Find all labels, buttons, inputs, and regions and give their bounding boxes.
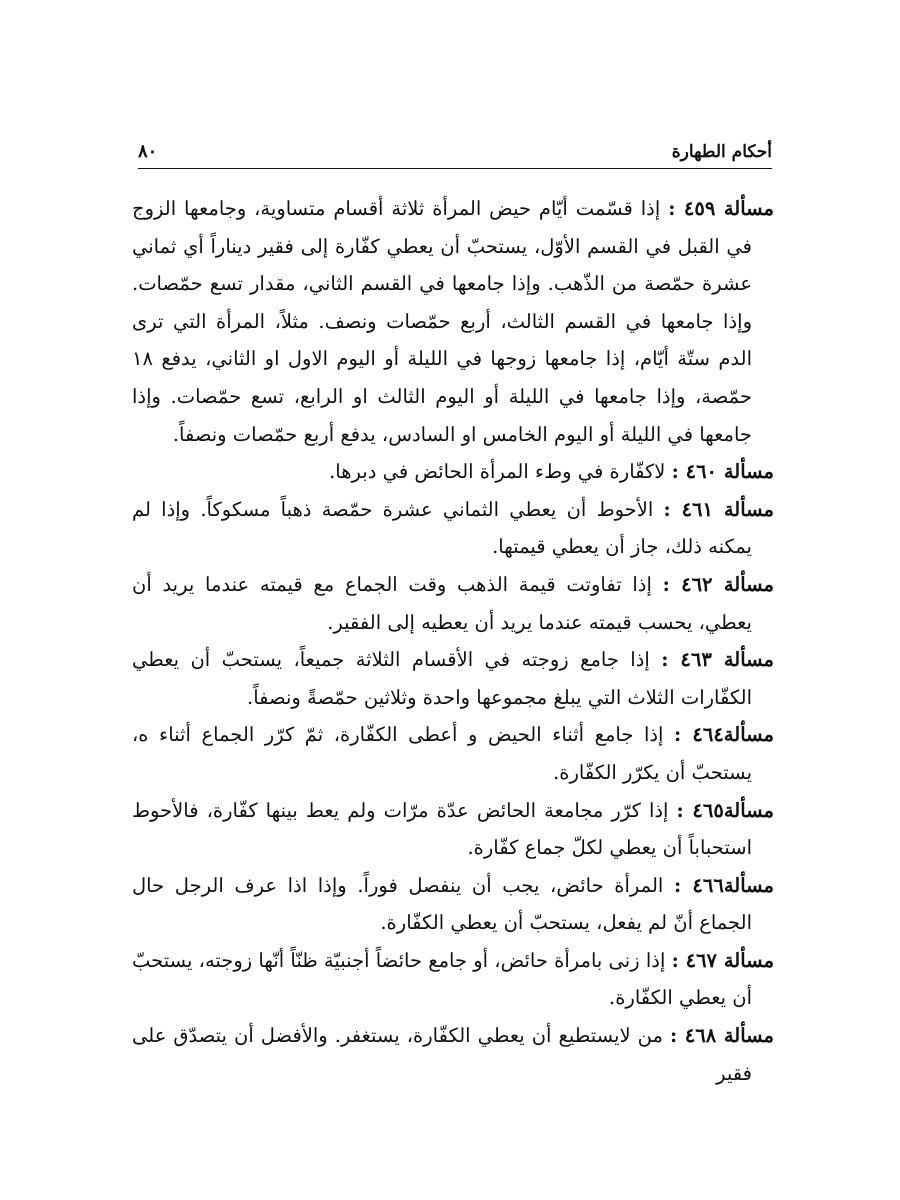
- issue-459: [132, 190, 774, 453]
- issue-text: إذا جامع زوجته في الأقسام الثلاثة جميعاً، يستحبّ أن يعطي الكفّارات الثلاث التي يبلغ مجموعها واحدة وثلاثين حمّصةً ونصفاً.: [132, 648, 752, 709]
- issue-text: إذا كرّر مجامعة الحائض عدّة مرّات ولم يعط بينها كفّارة، فالأحوط استحباباً أن يعطي لكلّ جماع كفّارة.: [132, 798, 752, 860]
- issue-text: الأحوط أن يعطي الثماني عشرة حمّصة ذهباً مسكوكاً. وإذا لم يمكنه ذلك، جاز أن يعطي قيمتها.: [132, 497, 752, 559]
- issue-466: [132, 867, 774, 942]
- issues-list: [132, 190, 774, 1092]
- issue-468: [132, 1017, 774, 1092]
- issue-label: مسألة ٤٦١ :: [663, 497, 774, 521]
- issue-label: مسألة ٤٦٠ :: [671, 460, 774, 484]
- issue-text: من لايستطيع أن يعطي الكفّارة، يستغفر. والأفضل أن يتصدّق على فقير: [132, 1024, 752, 1085]
- issue-label: مسألة٤٦٥ :: [676, 798, 774, 822]
- page-number: ٨٠: [138, 141, 158, 162]
- issue-463: [132, 641, 774, 716]
- issue-label: مسألة٤٦٤ :: [674, 723, 774, 747]
- issue-460: [132, 453, 774, 491]
- issue-464: [132, 716, 774, 791]
- issue-label: مسألة٤٦٦ :: [673, 873, 775, 897]
- issue-label: مسألة ٤٥٩ :: [668, 197, 774, 220]
- issue-text: إذا زنى بامرأة حائض، أو جامع حائضاً أجنبيّة ظنّاً أنّها زوجته، يستحبّ أن يعطي الكفّارة.: [132, 948, 752, 1010]
- issue-461: [132, 491, 774, 566]
- issue-label: مسألة ٤٦٣ :: [661, 648, 775, 672]
- issue-text: المرأة حائض، يجب أن ينفصل فوراً. وإذا اذا عرف الرجل حال الجماع أنّ لم يفعل، يستحبّ أن يعطي الكفّارة.: [132, 873, 752, 935]
- issue-465: [132, 792, 774, 867]
- issue-467: [132, 942, 774, 1017]
- issue-text: لاكفّارة في وطء المرأة الحائض في دبرها.: [329, 460, 666, 484]
- issue-label: مسألة ٤٦٢ :: [662, 572, 774, 596]
- issue-text: إذا جامع أثناء الحيض و أعطى الكفّارة، ثمّ كرّر الجماع أثناء ه، يستحبّ أن يكرّر الكفّارة.: [132, 723, 752, 784]
- header-rule: [138, 168, 772, 169]
- issue-text: إذا تفاوتت قيمة الذهب وقت الجماع مع قيمته عندما يريد أن يعطي، يحسب قيمته عندما يريد أن يعطيه إلى الفقير.: [132, 572, 752, 634]
- issue-462: [132, 566, 774, 641]
- chapter-title: أحكام الطهارة: [671, 142, 772, 162]
- issue-label: مسألة ٤٦٧ :: [671, 948, 775, 972]
- running-header: [138, 140, 772, 164]
- issue-label: مسألة ٤٦٨ :: [669, 1024, 775, 1048]
- issue-text: إذا قسّمت أيّام حيض المرأة ثلاثة أقسام متساوية، وجامعها الزوج في القبل في القسم الأوّل، يستحبّ أن يعطي كفّارة إلى فقير ديناراً أي ثماني عشرة حمّصة من الذّهب. وإذا جامعها في القسم الثاني، مقدار تسع حمّصات. وإذا جامعها في القسم الثالث، أربع حمّصات ونصف. مثلاً، المرأة التي ترى الدم ستّة أيّام، إذا جامعها زوجها في الليلة أو اليوم الاول او الثاني، يدفع ١٨ حمّصة، وإذا جامعها في الليلة أو اليوم الثالث او الرابع، تسع حمّصات. وإذا جامعها في الليلة أو اليوم الخامس او السادس، يدفع أربع حمّصات ونصفاً.: [132, 197, 752, 446]
